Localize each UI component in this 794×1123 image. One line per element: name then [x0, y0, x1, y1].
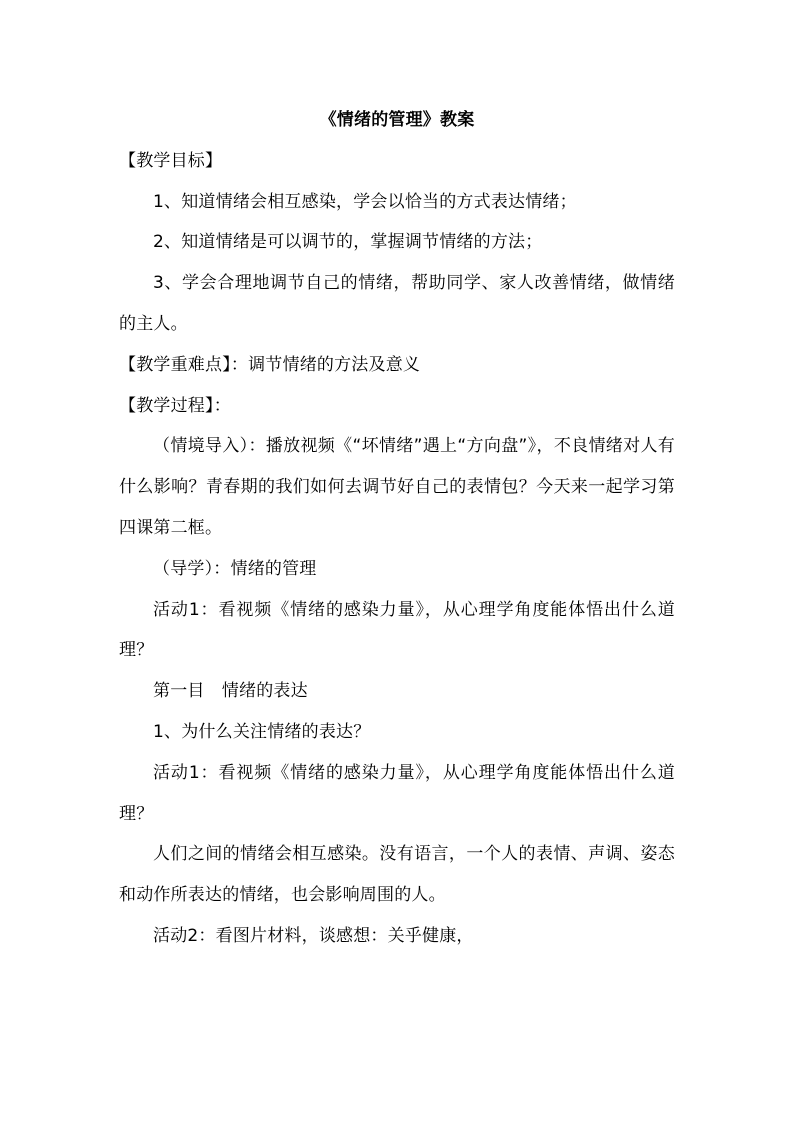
section-heading-teaching-goals: 【教学目标】: [119, 150, 223, 171]
goal-item-2: 2、知道情绪是可以调节的，掌握调节情绪的方法；: [153, 232, 543, 253]
paragraph-question-1: 1、为什么关注情绪的表达？: [153, 721, 371, 742]
paragraph-guided-study: （导学）：情绪的管理: [153, 558, 317, 579]
section-heading-teaching-process: 【教学过程】：: [119, 395, 231, 416]
paragraph-scenario-intro: （情境导入）：播放视频《“坏情绪”遇上“方向盘”》，不良情绪对人有什么影响？青春期的我们如何去调节好自己的表情包？今天来一起学习第四课第二框。: [119, 436, 675, 538]
goal-item-1: 1、知道情绪会相互感染，学会以恰当的方式表达情绪；: [153, 191, 577, 212]
goal-item-3: 3、学会合理地调节自己的情绪，帮助同学、家人改善情绪，做情绪的主人。: [119, 273, 675, 334]
paragraph-emotion-contagion: 人们之间的情绪会相互感染。没有语言，一个人的表情、声调、姿态和动作所表达的情绪，也会影响周围的人。: [119, 844, 675, 906]
document-title: 《情绪的管理》教案: [319, 110, 475, 130]
document-body: [119, 100, 675, 957]
paragraph-activity-2: 活动2：看图片材料，谈感想：关乎健康，: [153, 925, 474, 946]
section-heading-key-points: 【教学重难点】：调节情绪的方法及意义: [119, 354, 421, 375]
paragraph-activity-1: 活动1：看视频《情绪的感染力量》，从心理学角度能体悟出什么道理？: [119, 599, 675, 661]
paragraph-activity-1-repeat: 活动1：看视频《情绪的感染力量》，从心理学角度能体悟出什么道理？: [119, 762, 675, 824]
subsection-heading-expression: 第一目 情绪的表达: [153, 681, 308, 702]
